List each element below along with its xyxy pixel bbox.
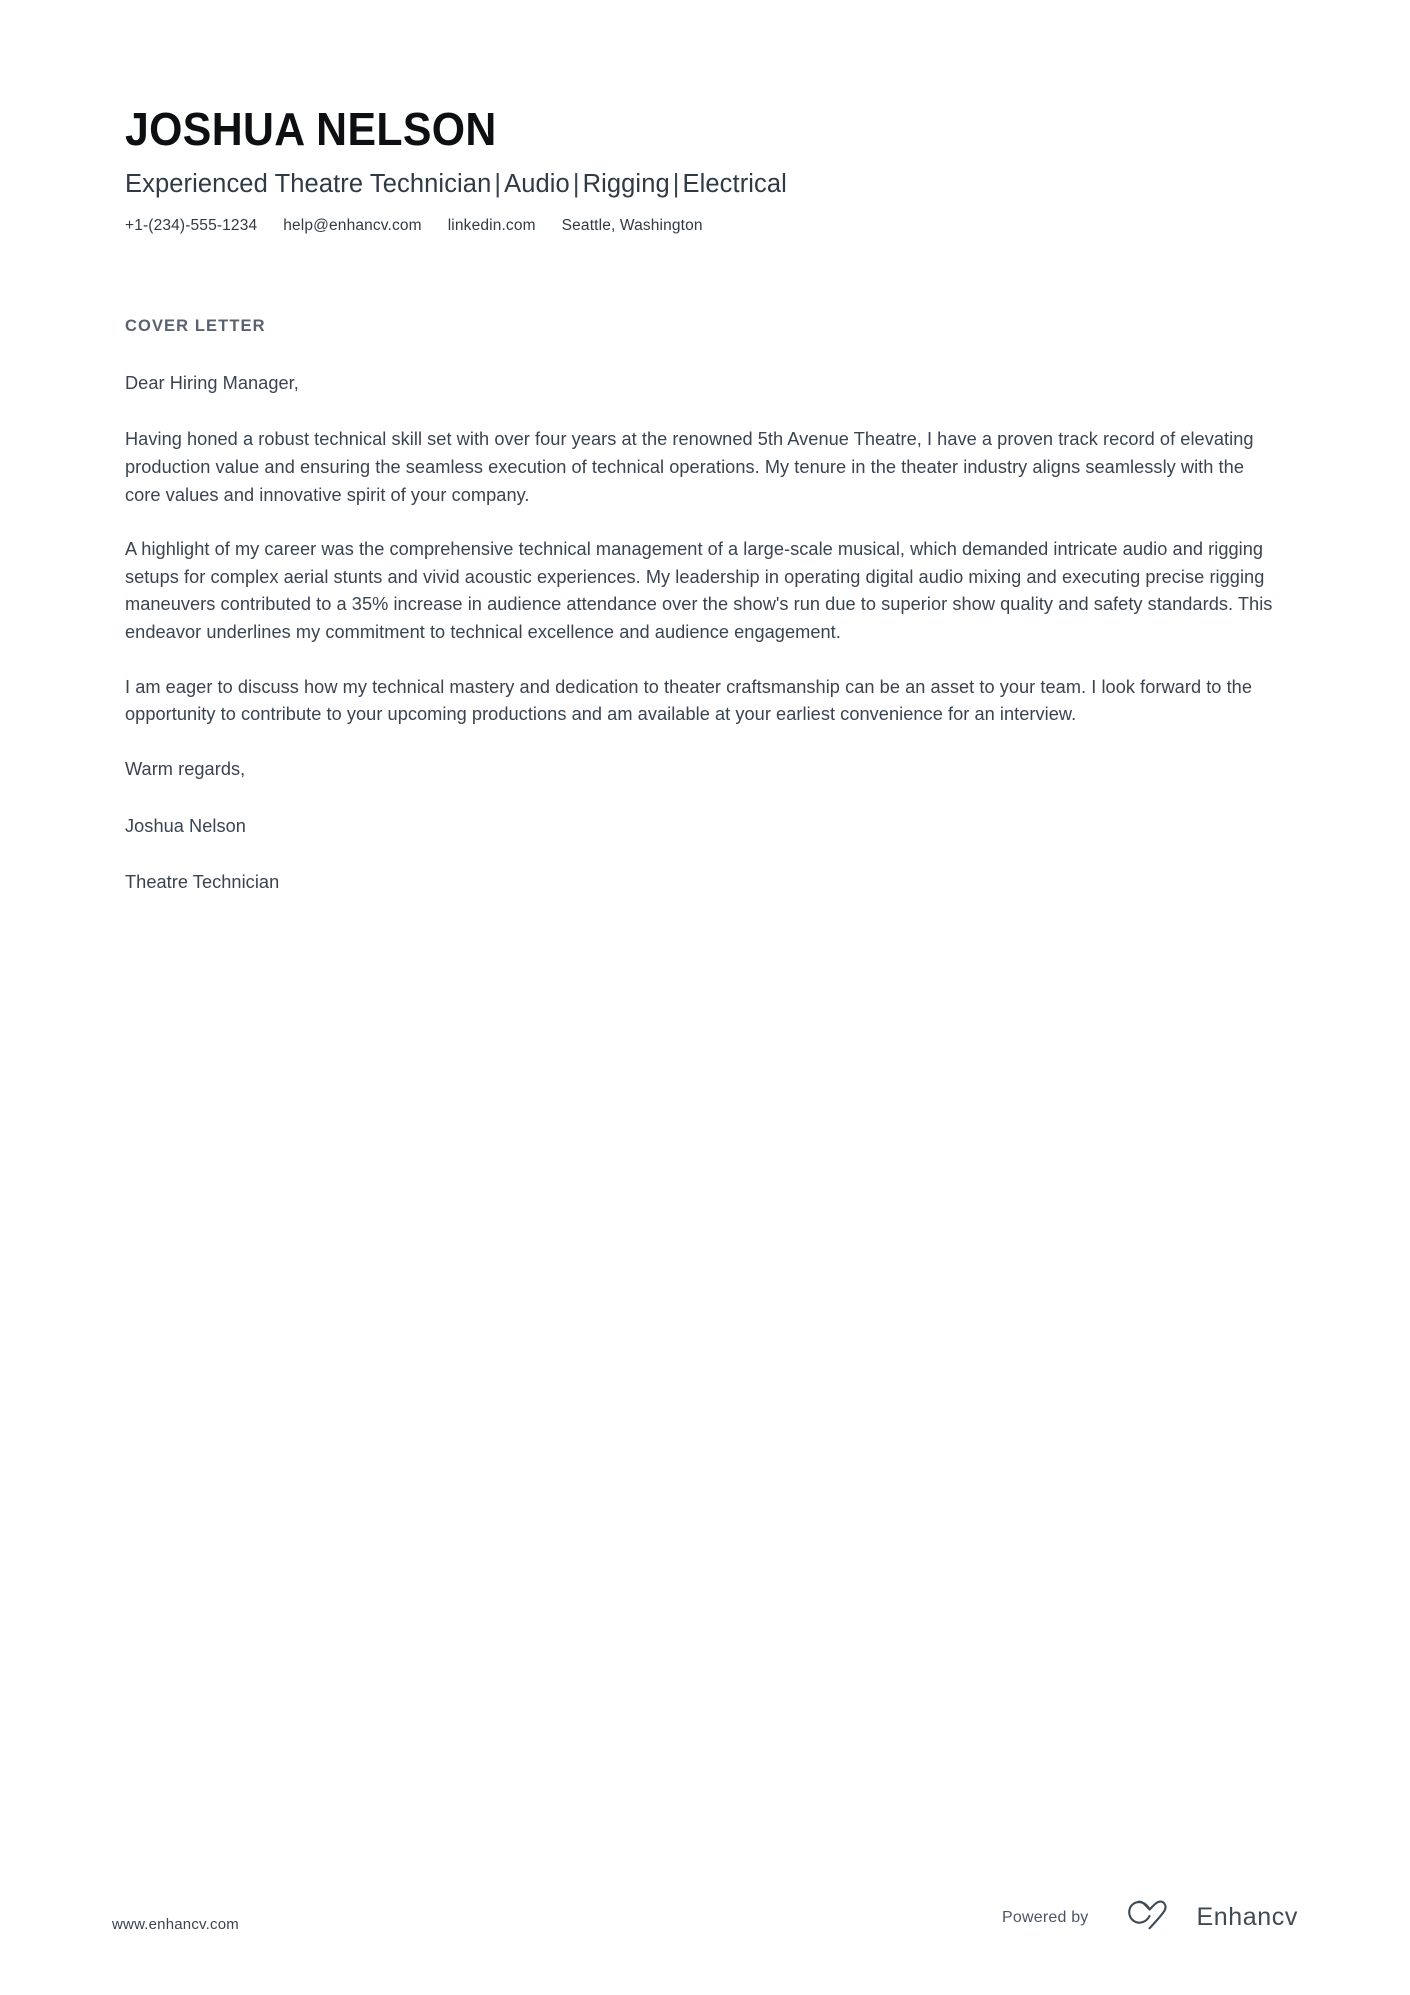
candidate-headline [125, 169, 1285, 201]
headline-part-3: Electrical [682, 169, 787, 198]
contact-info [125, 217, 1285, 235]
powered-by-label: Powered by [1002, 1908, 1089, 1926]
section-heading-cover-letter: COVER LETTER [125, 316, 266, 335]
closing-phrase: Warm regards, [125, 759, 246, 780]
letter-paragraph-3: I am eager to discuss how my technical mastery and dedication to theater craftsmanship can be an asset to your team. I look forward to the opportunity to contribute to your upcoming productions and am available at your earliest convenience for an interview. [125, 676, 1253, 725]
contact-linkedin[interactable]: linkedin.com [447, 216, 536, 234]
letter-paragraph-1: Having honed a robust technical skill set with over four years at the renowned 5th Avenue Theatre, I have a proven track record of elevating production value and ensuring the seamless execution of technical operations. My tenure in the theater industry aligns seamlessly with the core values and innovative spirit of your company. [125, 429, 1254, 505]
enhancv-wordmark: Enhancv [1196, 1903, 1298, 1931]
salutation: Dear Hiring Manager, [125, 372, 299, 393]
contact-phone[interactable]: +1-(234)-555-1234 [125, 216, 258, 234]
document-content [125, 0, 1285, 897]
signature-name: Joshua Nelson [125, 815, 246, 836]
headline-separator-icon: | [572, 169, 580, 198]
headline-separator-icon: | [494, 169, 502, 198]
page-footer [0, 1875, 1410, 1995]
letter-paragraph-2: A highlight of my career was the comprehensive technical management of a large-scale musical, which demanded intricate audio and rigging setups for complex aerial stunts and vivid acoustic experiences. My leadership in operating digital audio mixing and executing precise rigging maneuvers contributed to a 35% increase in audience attendance over the show's run due to superior show quality and safety standards. This endeavor underlines my commitment to technical excellence and audience engagement. [125, 539, 1273, 643]
contact-email[interactable]: help@enhancv.com [283, 216, 422, 234]
candidate-name: JOSHUA NELSON [125, 103, 497, 155]
enhancv-infinity-logo-icon [1119, 1898, 1181, 1937]
headline-part-2: Rigging [582, 169, 670, 198]
cover-letter-body [125, 317, 1285, 898]
contact-location: Seattle, Washington [561, 216, 703, 234]
headline-part-1: Audio [504, 169, 570, 198]
enhancv-brand[interactable] [1119, 1898, 1299, 1937]
footer-website-link[interactable]: www.enhancv.com [112, 1916, 239, 1933]
signature-title: Theatre Technician [125, 872, 280, 893]
powered-by-block [1002, 1898, 1298, 1937]
headline-separator-icon: | [672, 169, 680, 198]
headline-part-0: Experienced Theatre Technician [125, 169, 492, 198]
resume-header [125, 0, 1285, 235]
